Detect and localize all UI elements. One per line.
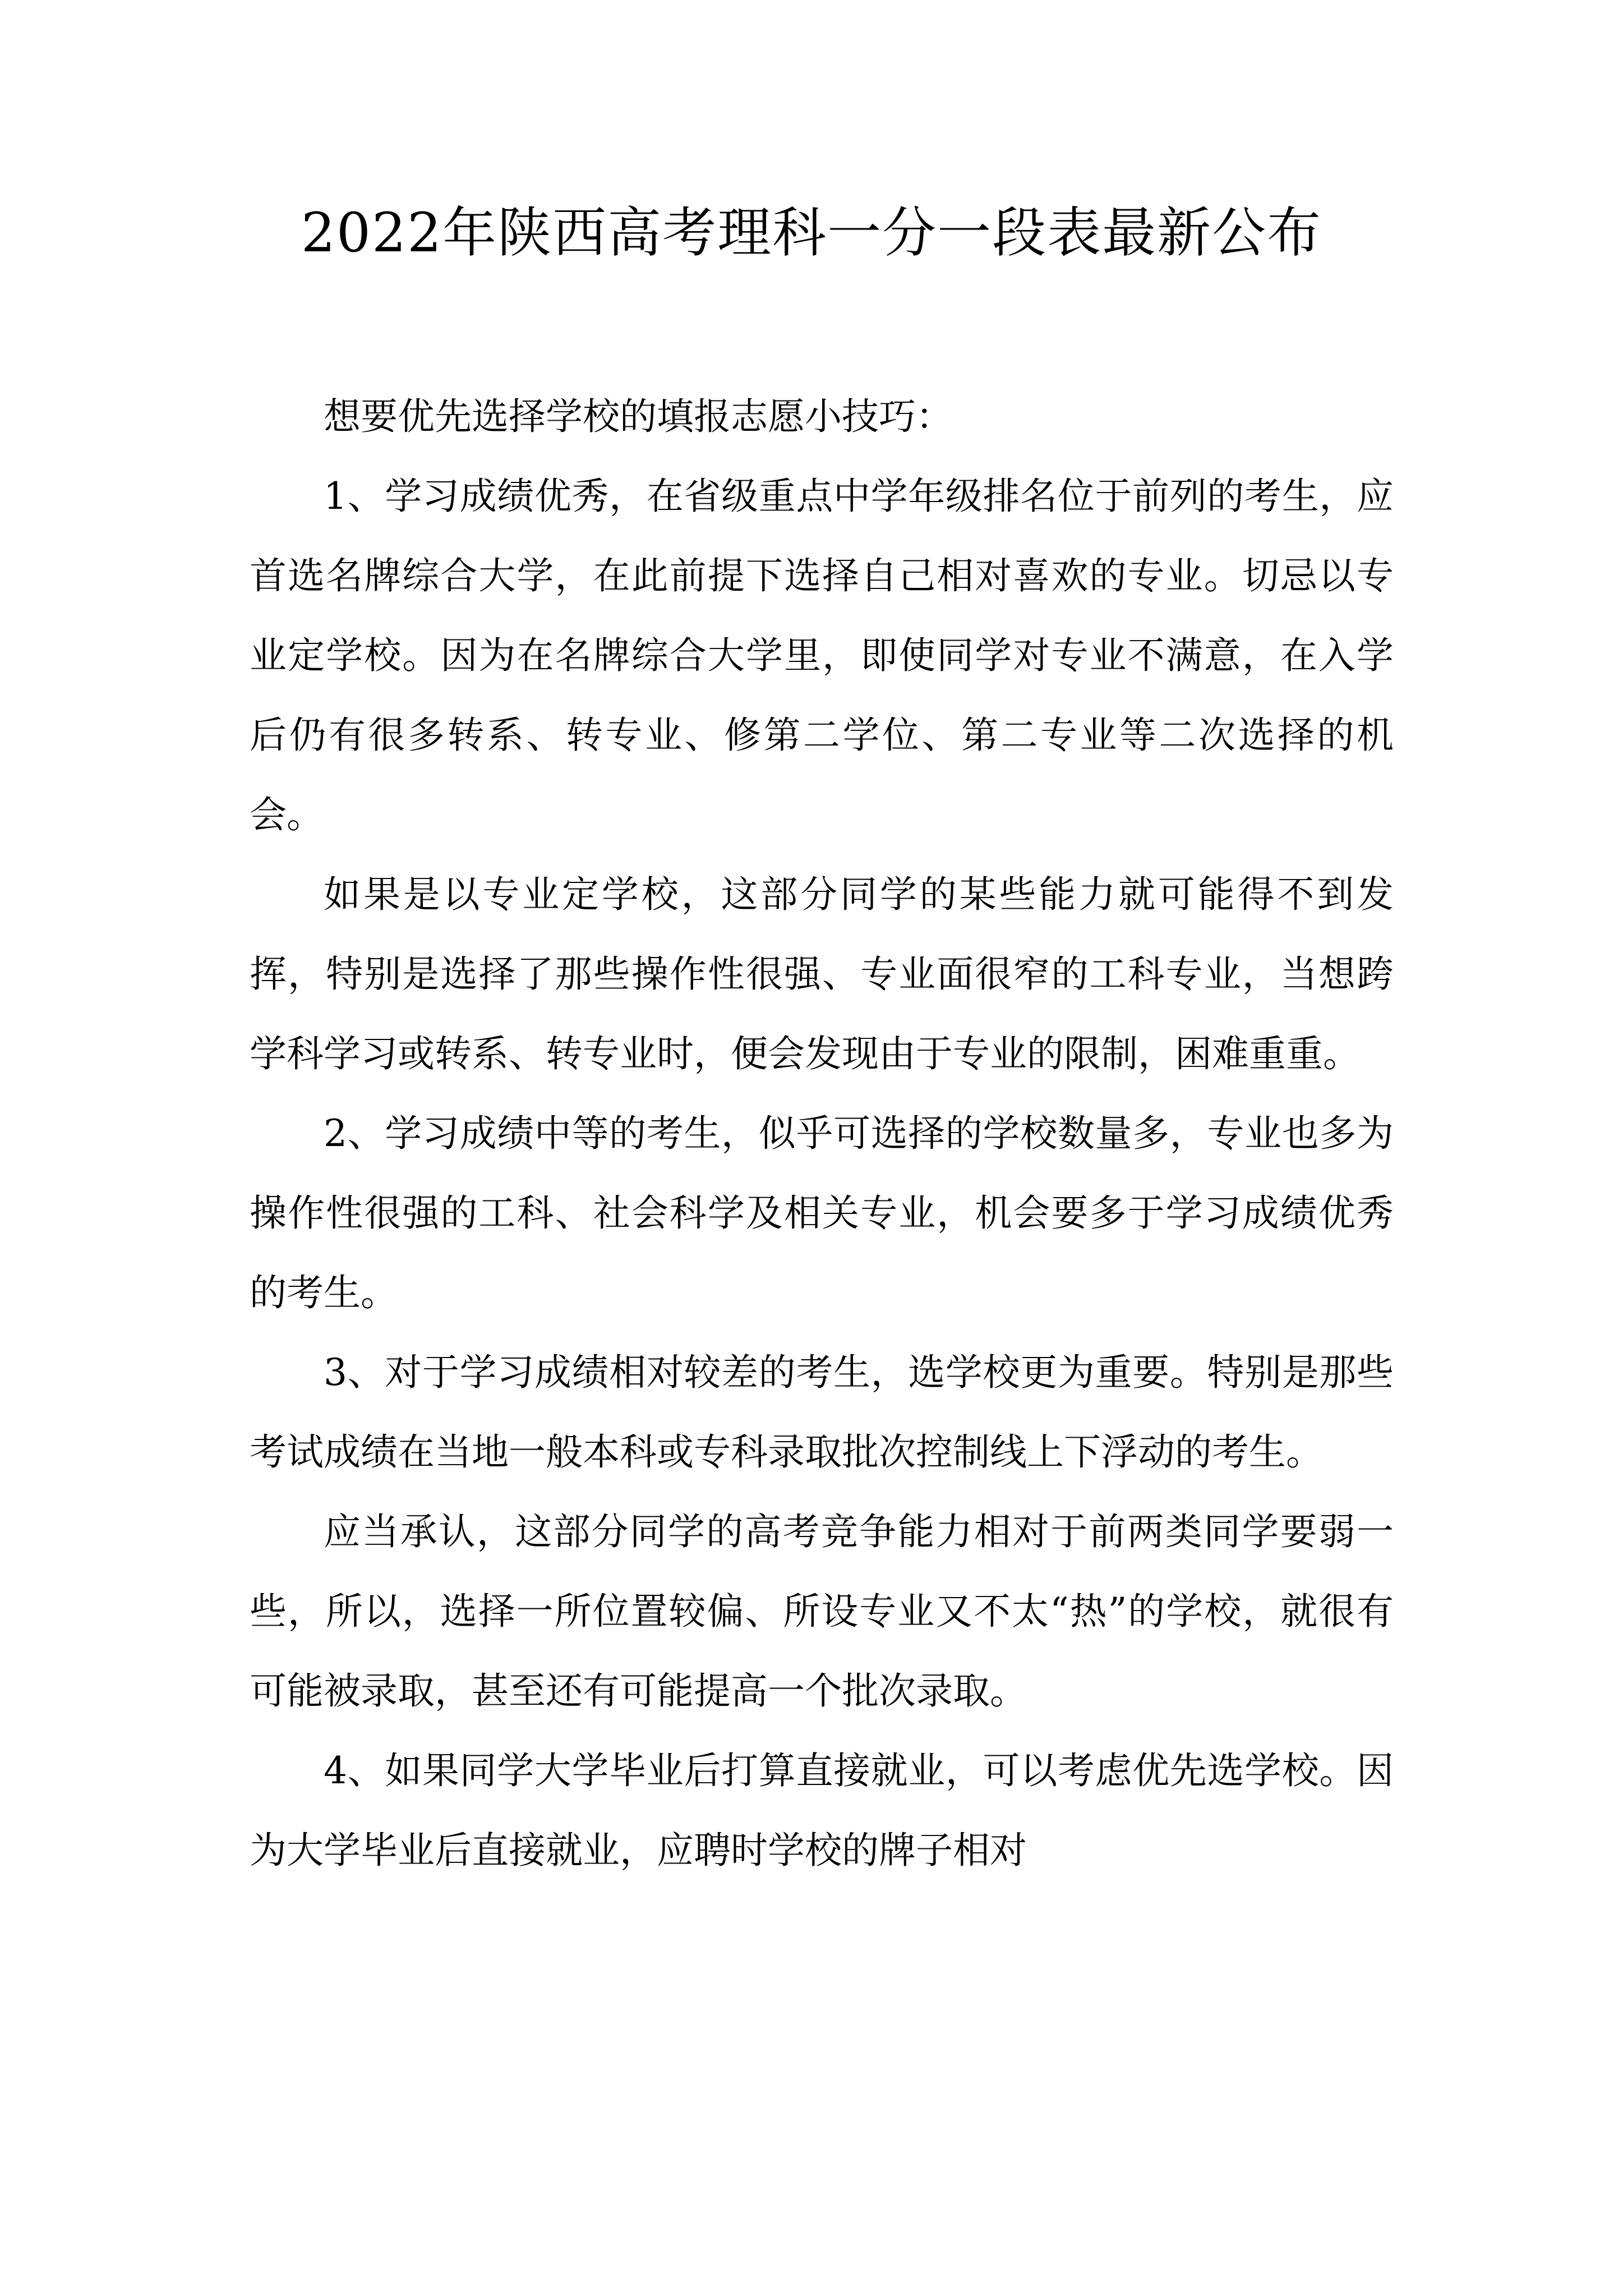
- paragraph-tip-3: 3、对于学习成绩相对较差的考生，选学校更为重要。特别是那些考试成绩在当地一般本科或专科录取批次控制线上下浮动的考生。: [250, 1351, 1394, 1474]
- document-title: 2022年陕西高考理科一分一段表最新公布: [301, 201, 1322, 264]
- paragraph-tip-4: 4、如果同学大学毕业后打算直接就业，可以考虑优先选学校。因为大学毕业后直接就业，应聘时学校的牌子相对: [250, 1749, 1394, 1872]
- paragraph-tip-3-detail: 应当承认，这部分同学的高考竞争能力相对于前两类同学要弱一些，所以，选择一所位置较偏、所设专业又不太“热”的学校，就很有可能被录取，甚至还有可能提高一个批次录取。: [250, 1510, 1394, 1713]
- paragraph-intro: 想要优先选择学校的填报志愿小技巧：: [324, 395, 953, 438]
- paragraph-tip-2: 2、学习成绩中等的考生，似乎可选择的学校数量多，专业也多为操作性很强的工科、社会科学及相关专业，机会要多于学习成绩优秀的考生。: [250, 1112, 1394, 1314]
- paragraph-tip-1: 1、学习成绩优秀，在省级重点中学年级排名位于前列的考生，应首选名牌综合大学，在此前提下选择自己相对喜欢的专业。切忌以专业定学校。因为在名牌综合大学里，即使同学对专业不满意，在入学后仍有很多转系、转专业、修第二学位、第二专业等二次选择的机会。: [250, 475, 1394, 836]
- document-body: [250, 377, 1394, 1890]
- paragraph-tip-1-detail: 如果是以专业定学校，这部分同学的某些能力就可能得不到发挥，特别是选择了那些操作性很强、专业面很窄的工科专业，当想跨学科学习或转系、转专业时，便会发现由于专业的限制，困难重重。: [250, 873, 1394, 1075]
